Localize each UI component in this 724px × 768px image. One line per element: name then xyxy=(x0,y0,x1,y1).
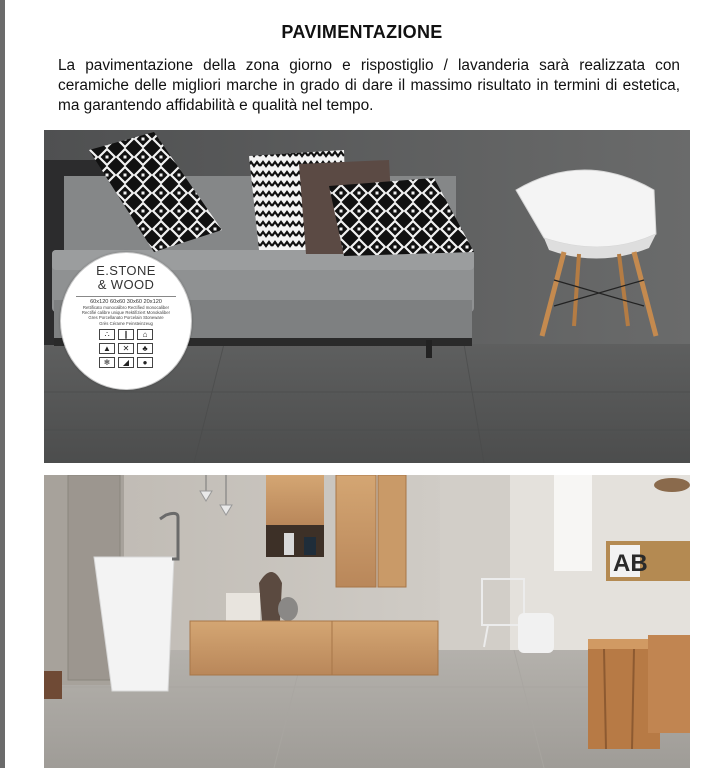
shoe-icon: ∥ xyxy=(118,329,134,340)
badge-material-1: Gres Porcellanato Porcelain Stoneware xyxy=(88,315,164,321)
badge-divider xyxy=(76,296,176,297)
page-title: PAVIMENTAZIONE xyxy=(281,22,443,42)
bathroom-photo xyxy=(44,475,690,768)
badge-name-line1: E.STONE xyxy=(96,263,156,278)
badge-material-2: Grès Cérame Feinsteinzeug xyxy=(99,320,153,326)
slope-icon: ◢ xyxy=(118,357,134,368)
badge-rectified-1: Rettificato monocalibro Rectified monocaliber xyxy=(82,305,170,310)
ab-sign: AB xyxy=(613,550,648,577)
flame-icon: ▲ xyxy=(99,343,115,354)
tree-icon: ♣ xyxy=(137,343,153,354)
badge-rectified-2: Rectifié calibre unique Rektifiziert Monokaliber xyxy=(81,310,171,316)
product-badge xyxy=(60,252,192,390)
tools-icon: ✕ xyxy=(118,343,134,354)
badge-name-line2: & WOOD xyxy=(97,277,155,292)
left-margin-rule xyxy=(0,0,5,768)
house-icon: ⌂ xyxy=(137,329,153,340)
badge-sizes: 60x120 60x60 30x60 20x120 xyxy=(90,299,162,305)
drop-icon: ● xyxy=(137,357,153,368)
footprint-icon: ∴ xyxy=(99,329,115,340)
snowflake-icon: ❄ xyxy=(99,357,115,368)
intro-paragraph: La pavimentazione della zona giorno e rispostiglio / lavanderia sarà realizzata con ceramiche delle migliori marche in grado di dare il massimo risultato in termini di estetica, ma garantendo affidabilità e qualità nel tempo. xyxy=(58,57,680,114)
